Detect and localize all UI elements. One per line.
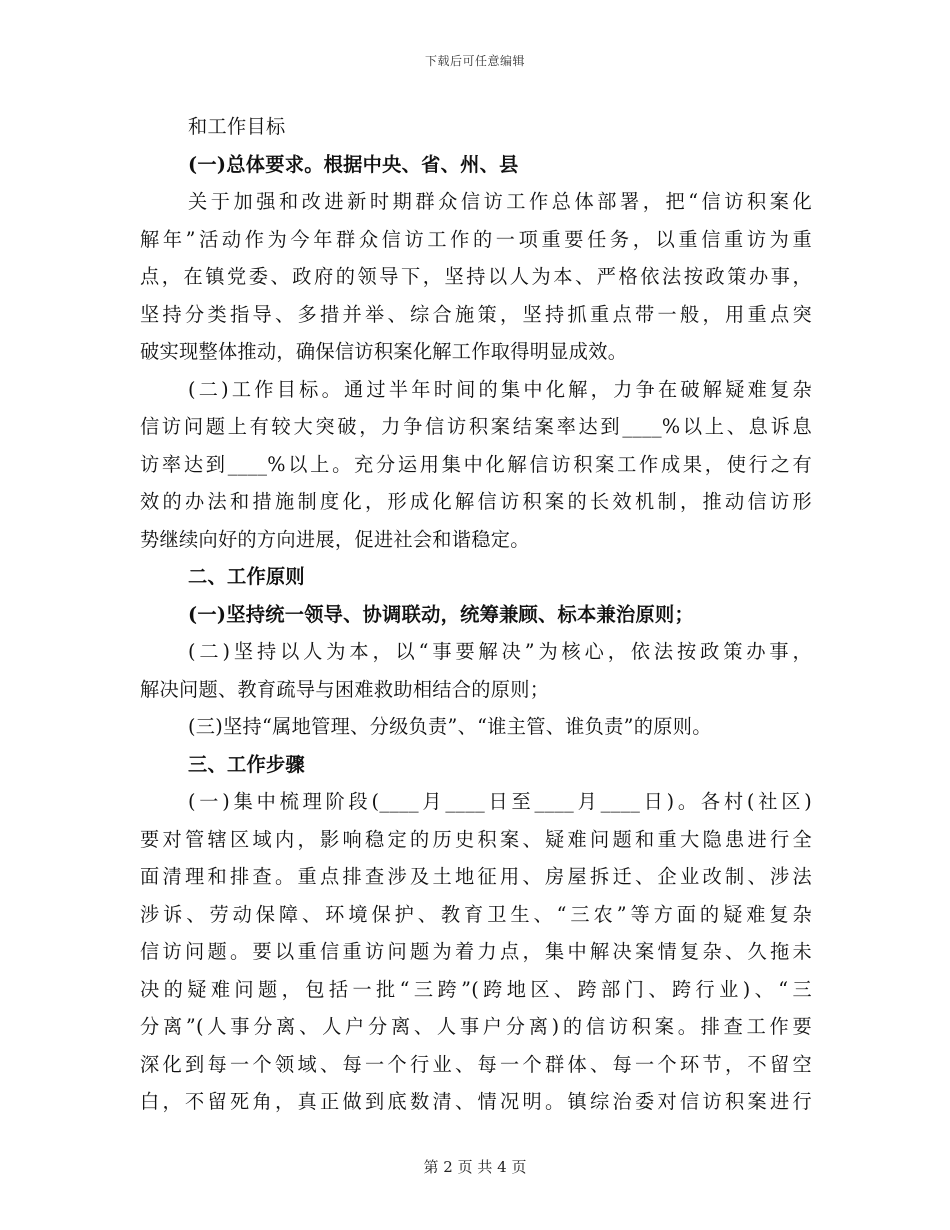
body-text-line: 解年”活动作为今年群众信访工作的一项重要任务，以重信重访为重 (140, 227, 812, 251)
page-header: 下载后可任意编辑 (424, 54, 525, 68)
body-text-line: 要对管辖区域内，影响稳定的历史积案、疑难问题和重大隐患进行全 (140, 827, 812, 851)
body-text-line: 信访问题。要以重信重访问题为着力点，集中解决案情复杂、久拖未 (140, 940, 812, 963)
body-text-line: (三)坚持“属地管理、分级负责”、“谁主管、谁负责”的原则。 (188, 715, 712, 738)
body-text-line: 分离”(人事分离、人户分离、人事户分离)的信访积案。排查工作要 (140, 1015, 812, 1038)
body-text-line: 关于加强和改进新时期群众信访工作总体部署，把“信访积案化 (188, 190, 812, 213)
body-text-line: 和工作目标 (188, 115, 286, 138)
body-text-line: 效的办法和措施制度化，形成化解信访积案的长效机制，推动信访形 (140, 490, 812, 513)
page-footer: 第 2 页 共 4 页 (423, 1158, 527, 1176)
body-text-line: (二)工作目标。通过半年时间的集中化解，力争在破解疑难复杂 (188, 377, 812, 401)
body-text-line: 势继续向好的方向进展，促进社会和谐稳定。 (140, 527, 530, 551)
body-text-line: 点，在镇党委、政府的领导下，坚持以人为本、严格依法按政策办事， (140, 265, 812, 288)
body-text-line: (二)坚持以人为本，以“事要解决”为核心，依法按政策办事， (188, 640, 812, 663)
body-text-line: 破实现整体推动，确保信访积案化解工作取得明显成效。 (140, 340, 628, 363)
body-text-line: 坚持分类指导、多措并举、综合施策，坚持抓重点带一般，用重点突 (140, 302, 812, 326)
section-heading-line: (一)总体要求。根据中央、省、州、县 (188, 152, 519, 176)
body-text-line: 白，不留死角，真正做到底数清、情况明。镇综治委对信访积案进行 (140, 1090, 812, 1113)
body-text-line: 深化到每一个领域、每一个行业、每一个群体、每一个环节，不留空 (140, 1052, 812, 1076)
body-text-line: 访率达到____%以上。充分运用集中化解信访积案工作成果，使行之有 (140, 452, 812, 476)
body-text-line: 解决问题、教育疏导与困难救助相结合的原则； (140, 677, 550, 701)
body-text-line: (一)集中梳理阶段(____月____日至____月____日)。各村(社区) (188, 790, 812, 813)
body-text-line: 信访问题上有较大突破，力争信访积案结案率达到____%以上、息诉息 (140, 415, 812, 438)
section-heading-line: 二、工作原则 (188, 565, 305, 588)
section-heading-line: (一)坚持统一领导、协调联动，统筹兼顾、标本兼治原则； (188, 602, 694, 626)
body-text-line: 涉诉、劳动保障、环境保护、教育卫生、“三农”等方面的疑难复杂 (140, 902, 812, 926)
document-body (140, 108, 812, 1121)
section-heading-line: 三、工作步骤 (188, 752, 305, 776)
body-text-line: 决的疑难问题，包括一批“三跨”(跨地区、跨部门、跨行业)、“三 (140, 977, 812, 1001)
body-text-line: 面清理和排查。重点排查涉及土地征用、房屋拆迁、企业改制、涉法 (140, 865, 812, 888)
